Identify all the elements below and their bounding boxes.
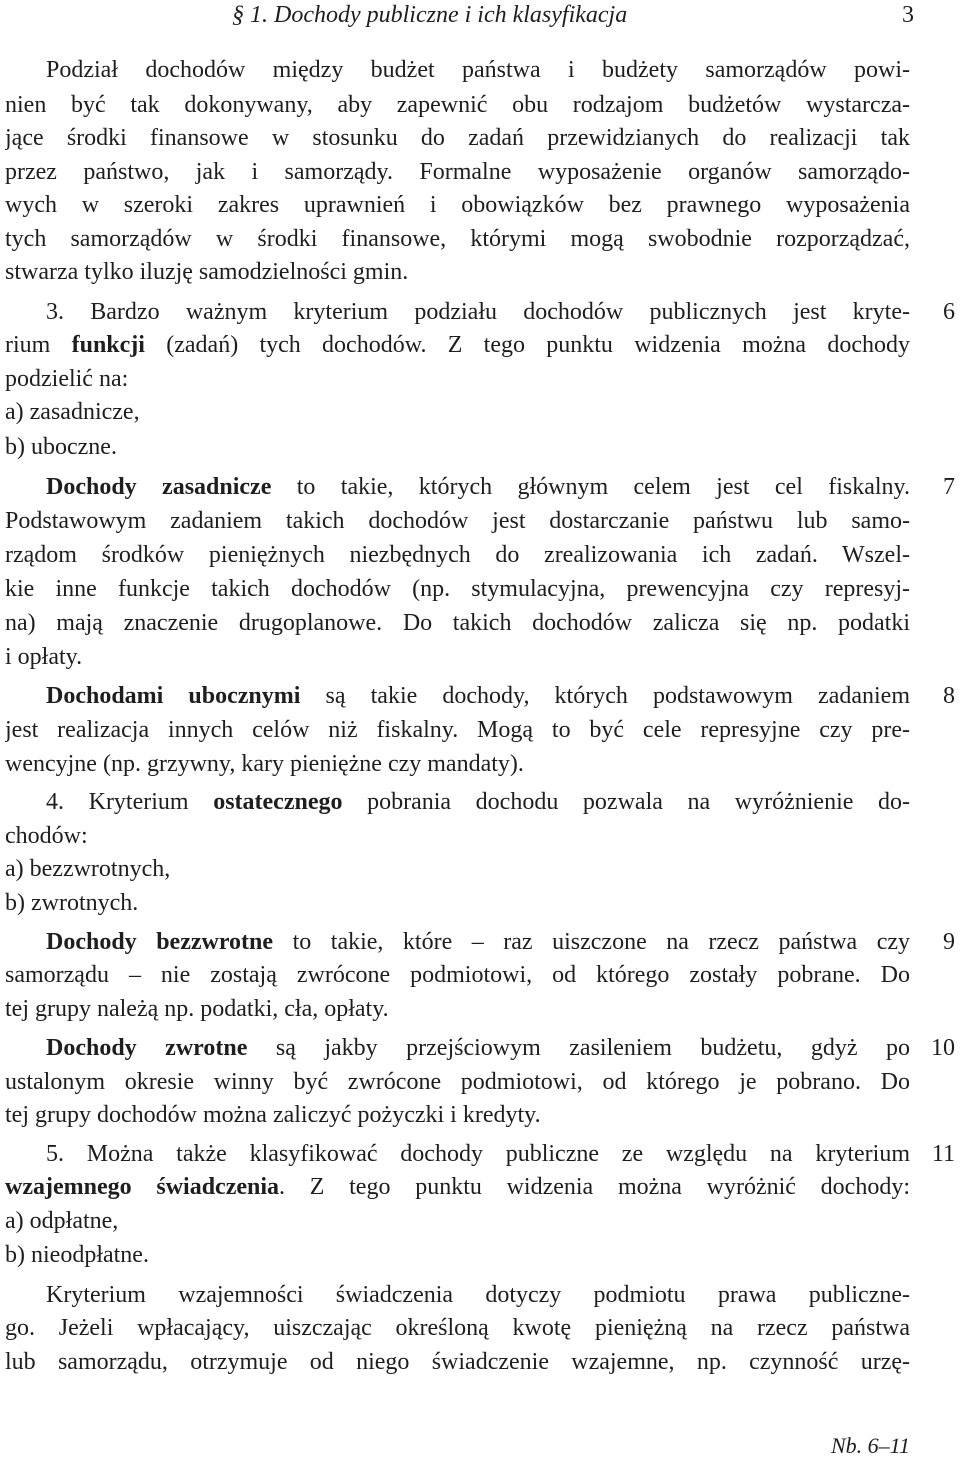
text-run: chodów: xyxy=(5,823,88,849)
text-run: a) odpłatne, xyxy=(5,1208,119,1234)
text-line xyxy=(5,747,910,781)
text-run: 4. Kryterium xyxy=(46,789,214,815)
footer-paragraph-range: Nb. 6–11 xyxy=(830,1433,910,1458)
text-line xyxy=(46,295,910,329)
text-line xyxy=(5,328,910,362)
margin-paragraph-number: 8 xyxy=(943,683,955,709)
text-line xyxy=(5,1065,910,1099)
text-line xyxy=(5,992,910,1026)
text-line xyxy=(46,470,910,504)
text-run: Podział dochodów między budżet państwa i budżety samorządów powi- xyxy=(46,57,910,83)
text-run: przez państwo, jak i samorządy. Formalne wyposażenie organów samorządo- xyxy=(5,159,910,185)
page-number: 3 xyxy=(902,2,914,28)
text-line xyxy=(5,640,910,674)
text-line xyxy=(5,1170,910,1204)
text-line xyxy=(5,1204,910,1238)
text-run: . Z tego punktu widzenia można wyróżnić dochody: xyxy=(279,1174,910,1200)
text-run: Kryterium wzajemności świadczenia dotyczy podmiotu prawa publiczne- xyxy=(46,1282,910,1308)
text-run: tej grupy dochodów można zaliczyć pożyczki i kredyty. xyxy=(5,1102,541,1128)
text-line xyxy=(5,713,910,747)
text-line xyxy=(5,1098,910,1132)
text-run: a) bezzwrotnych, xyxy=(5,856,171,882)
text-line xyxy=(5,430,910,464)
text-run: jest realizacja innych celów niż fiskalny. Mogą to być cele represyjne czy pre- xyxy=(5,717,910,743)
text-run: 3. Bardzo ważnym kryterium podziału dochodów publicznych jest kryte- xyxy=(46,299,910,325)
text-run: b) uboczne. xyxy=(5,434,117,460)
text-run: jące środki finansowe w stosunku do zadań przewidzianych do realizacji tak xyxy=(5,125,910,151)
text-run: rium xyxy=(5,332,72,358)
text-run: lub samorządu, otrzymuje od niego świadczenie wzajemne, np. czynność urzę- xyxy=(5,1349,910,1375)
bold-term: Dochody bezzwrotne xyxy=(46,929,274,955)
text-line xyxy=(46,53,910,87)
text-run: Podstawowym zadaniem takich dochodów jest dostarczanie państwu lub samo- xyxy=(5,508,910,534)
text-line xyxy=(46,1137,910,1171)
bold-term: funkcji xyxy=(71,332,145,358)
text-line xyxy=(46,1278,910,1312)
text-line xyxy=(5,886,910,920)
text-line xyxy=(5,504,910,538)
running-header-title: § 1. Dochody publiczne i ich klasyfikacja xyxy=(232,2,628,28)
text-line xyxy=(5,362,910,396)
text-line xyxy=(5,88,910,122)
text-line xyxy=(5,155,910,189)
text-line xyxy=(46,679,910,713)
text-line xyxy=(46,925,910,959)
text-run: stwarza tylko iluzję samodzielności gmin. xyxy=(5,259,409,285)
bold-term: Dochody zwrotne xyxy=(46,1035,248,1061)
text-run: (zadań) tych dochodów. Z tego punktu widzenia można dochody xyxy=(144,332,910,358)
text-run: na) mają znaczenie drugoplanowe. Do takich dochodów zalicza się np. podatki xyxy=(5,610,910,636)
text-line xyxy=(5,1238,910,1272)
bold-term: Dochody zasadnicze xyxy=(46,474,272,500)
text-run: pobrania dochodu pozwala na wyróżnienie do- xyxy=(342,789,910,815)
text-run: wych w szeroki zakres uprawnień i obowiązków bez prawnego wyposażenia xyxy=(5,192,910,218)
text-line xyxy=(5,255,910,289)
bold-term: Dochodami ubocznymi xyxy=(46,683,301,709)
text-line xyxy=(5,538,910,572)
text-line xyxy=(5,188,910,222)
text-line xyxy=(5,572,910,606)
text-run: podzielić na: xyxy=(5,366,129,392)
margin-paragraph-number: 9 xyxy=(943,929,955,955)
text-line xyxy=(5,852,910,886)
margin-paragraph-number: 7 xyxy=(943,474,955,500)
text-line xyxy=(5,1311,910,1345)
text-line xyxy=(5,958,910,992)
text-run: i opłaty. xyxy=(5,644,83,670)
margin-paragraph-number: 11 xyxy=(931,1141,955,1167)
text-run: to takie, których głównym celem jest cel fiskalny. xyxy=(271,474,910,500)
text-run: tych samorządów w środki finansowe, którymi mogą swobodnie rozporządzać, xyxy=(5,226,910,252)
text-run: ustalonym okresie winny być zwrócone podmiotowi, od którego je pobrano. Do xyxy=(5,1069,910,1095)
text-run: samorządu – nie zostają zwrócone podmiotowi, od którego zostały pobrane. Do xyxy=(5,962,910,988)
text-run: a) zasadnicze, xyxy=(5,399,140,425)
bold-term: ostatecznego xyxy=(213,789,343,815)
text-run: to takie, które – raz uiszczone na rzecz państwa czy xyxy=(273,929,910,955)
text-line xyxy=(5,819,910,853)
text-run: b) zwrotnych. xyxy=(5,890,139,916)
text-line xyxy=(46,785,910,819)
text-line xyxy=(5,121,910,155)
text-run: nien być tak dokonywany, aby zapewnić obu rodzajom budżetów wystarcza- xyxy=(5,92,910,118)
text-run: 5. Można także klasyfikować dochody publiczne ze względu na kryterium xyxy=(46,1141,910,1167)
text-run: tej grupy należą np. podatki, cła, opłaty. xyxy=(5,996,389,1022)
text-line xyxy=(46,1031,910,1065)
text-run: kie inne funkcje takich dochodów (np. stymulacyjna, prewencyjna czy represyj- xyxy=(5,576,910,602)
margin-paragraph-number: 10 xyxy=(931,1035,955,1061)
text-line xyxy=(5,1345,910,1379)
margin-paragraph-number: 6 xyxy=(943,299,955,325)
text-run: rządom środków pieniężnych niezbędnych do zrealizowania ich zadań. Wszel- xyxy=(5,542,910,568)
bold-term: wzajemnego świadczenia xyxy=(5,1174,280,1200)
text-line xyxy=(5,606,910,640)
text-run: są jakby przejściowym zasileniem budżetu, gdyż po xyxy=(247,1035,910,1061)
text-run: go. Jeżeli wpłacający, uiszczając określoną kwotę pieniężną na rzecz państwa xyxy=(5,1315,910,1341)
text-line xyxy=(5,395,910,429)
text-run: b) nieodpłatne. xyxy=(5,1242,149,1268)
text-line xyxy=(5,222,910,256)
text-run: wencyjne (np. grzywny, kary pieniężne czy mandaty). xyxy=(5,751,524,777)
text-run: są takie dochody, których podstawowym zadaniem xyxy=(300,683,910,709)
